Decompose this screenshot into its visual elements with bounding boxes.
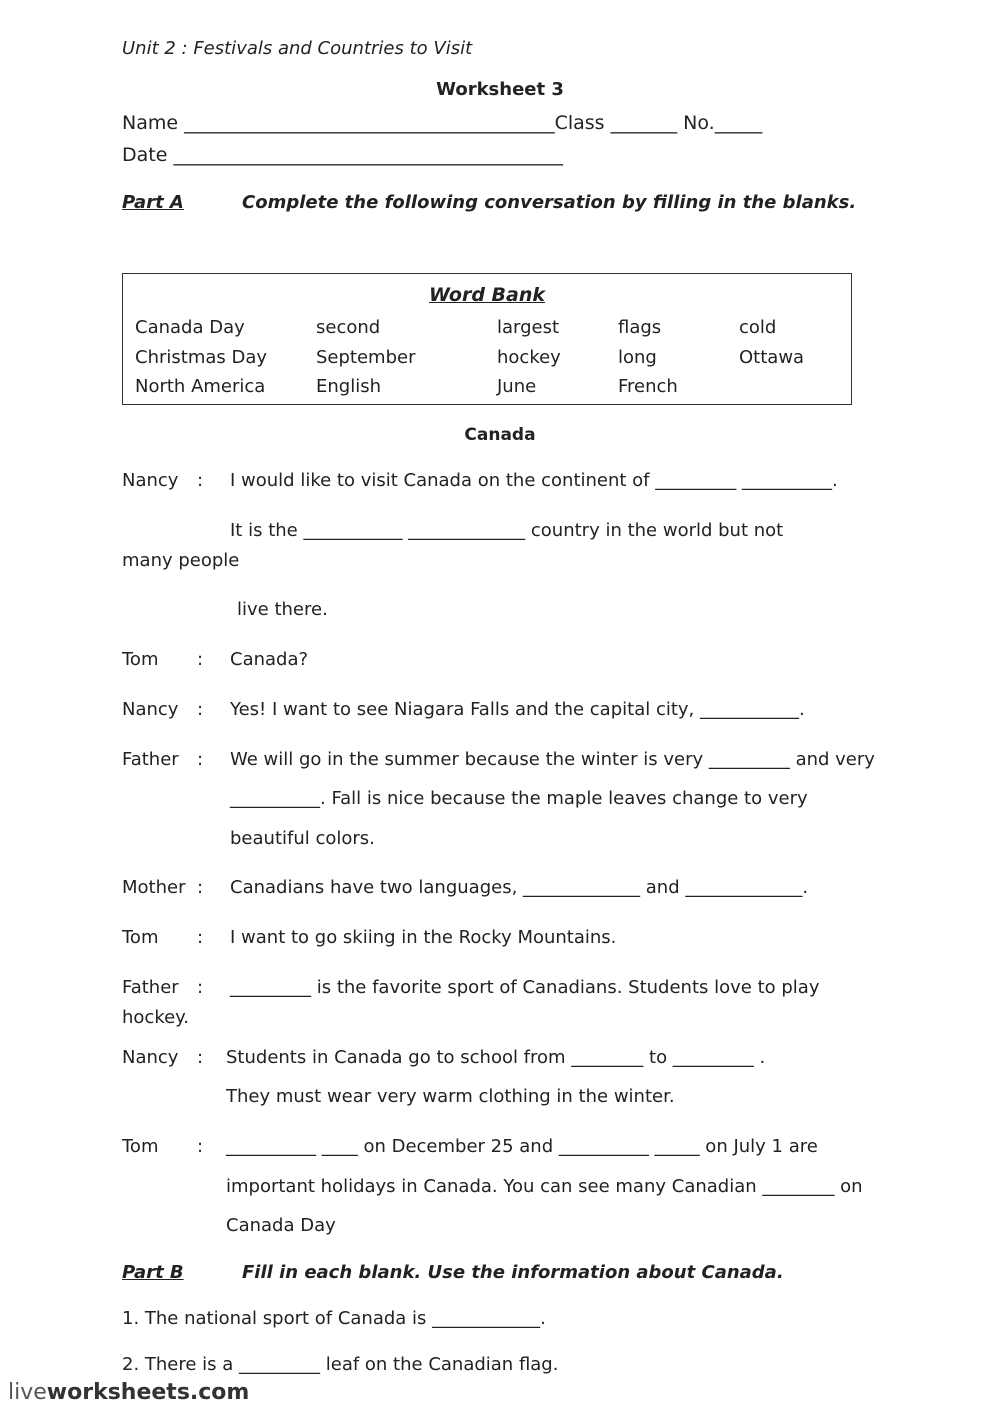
dialogue-line[interactable]: I would like to visit Canada on the continent of _________ __________.	[230, 470, 838, 491]
colon: :	[197, 1136, 204, 1157]
colon: :	[197, 649, 204, 670]
speaker-label: Tom	[122, 1136, 159, 1157]
word-bank-item: English	[316, 376, 381, 397]
colon: :	[197, 749, 204, 770]
dialogue-line: many people	[122, 550, 240, 571]
word-bank-item: June	[497, 376, 537, 397]
speaker-label: Father	[122, 749, 179, 770]
dialogue-line[interactable]: We will go in the summer because the winter is very _________ and very	[230, 749, 875, 770]
part-a-instruction: Complete the following conversation by filling in the blanks.	[242, 192, 857, 213]
word-bank-item: French	[618, 376, 678, 397]
part-b-label: Part B	[122, 1262, 184, 1283]
dialogue-line[interactable]: _________ is the favorite sport of Canadians. Students love to play	[230, 977, 820, 998]
speaker-label: Nancy	[122, 470, 179, 491]
worksheet-title: Worksheet 3	[436, 79, 564, 100]
name-class-line[interactable]: Name _______________________________________Class _______ No._____	[122, 112, 763, 134]
colon: :	[197, 977, 204, 998]
colon: :	[197, 470, 204, 491]
colon: :	[197, 699, 204, 720]
dialogue-line[interactable]: It is the ___________ _____________ country in the world but not	[230, 520, 784, 541]
speaker-label: Tom	[122, 927, 159, 948]
dialogue-line: They must wear very warm clothing in the winter.	[226, 1086, 675, 1107]
part-b-instruction: Fill in each blank. Use the information about Canada.	[242, 1262, 784, 1283]
word-bank-item: cold	[739, 317, 777, 338]
word-bank-item: long	[618, 347, 657, 368]
logo-prefix: live	[8, 1380, 47, 1405]
logo-suffix: worksheets.com	[46, 1380, 250, 1405]
word-bank-item: Christmas Day	[135, 347, 268, 368]
dialogue-line: beautiful colors.	[230, 828, 375, 849]
dialogue-line: Canada Day	[226, 1215, 336, 1236]
dialogue-line[interactable]: important holidays in Canada. You can see many Canadian ________ on	[226, 1176, 863, 1197]
dialogue-line[interactable]: __________ ____ on December 25 and __________ _____ on July 1 are	[226, 1136, 818, 1157]
date-line[interactable]: Date _________________________________________	[122, 144, 563, 166]
part-a-label: Part A	[122, 192, 184, 213]
dialogue-line: live there.	[237, 599, 328, 620]
word-bank-item: Canada Day	[135, 317, 245, 338]
dialogue-line: Canada?	[230, 649, 309, 670]
site-logo	[8, 1380, 249, 1405]
dialogue-line[interactable]: __________. Fall is nice because the maple leaves change to very	[230, 788, 808, 809]
speaker-label: Nancy	[122, 699, 179, 720]
word-bank-item: flags	[618, 317, 662, 338]
speaker-label: Tom	[122, 649, 159, 670]
dialogue-line[interactable]: Canadians have two languages, _____________ and _____________.	[230, 877, 809, 898]
speaker-label: Father	[122, 977, 179, 998]
unit-title: Unit 2 : Festivals and Countries to Visit	[122, 38, 473, 59]
question-1[interactable]: 1. The national sport of Canada is ____________.	[122, 1308, 546, 1329]
word-bank-title: Word Bank	[428, 284, 546, 306]
colon: :	[197, 927, 204, 948]
word-bank-item: largest	[497, 317, 560, 338]
speaker-label: Mother	[122, 877, 186, 898]
dialogue-line[interactable]: Yes! I want to see Niagara Falls and the capital city, ___________.	[230, 699, 805, 720]
section-title: Canada	[464, 425, 536, 445]
word-bank-item: hockey	[497, 347, 561, 368]
colon: :	[197, 877, 204, 898]
dialogue-line[interactable]: Students in Canada go to school from ________ to _________ .	[226, 1047, 766, 1068]
dialogue-line: hockey.	[122, 1007, 189, 1028]
word-bank-item: Ottawa	[739, 347, 805, 368]
word-bank-item: North America	[135, 376, 266, 397]
question-2[interactable]: 2. There is a _________ leaf on the Canadian flag.	[122, 1354, 559, 1375]
word-bank-item: September	[316, 347, 416, 368]
speaker-label: Nancy	[122, 1047, 179, 1068]
dialogue-line: I want to go skiing in the Rocky Mountains.	[230, 927, 617, 948]
colon: :	[197, 1047, 204, 1068]
word-bank	[122, 273, 852, 405]
word-bank-item: second	[316, 317, 381, 338]
